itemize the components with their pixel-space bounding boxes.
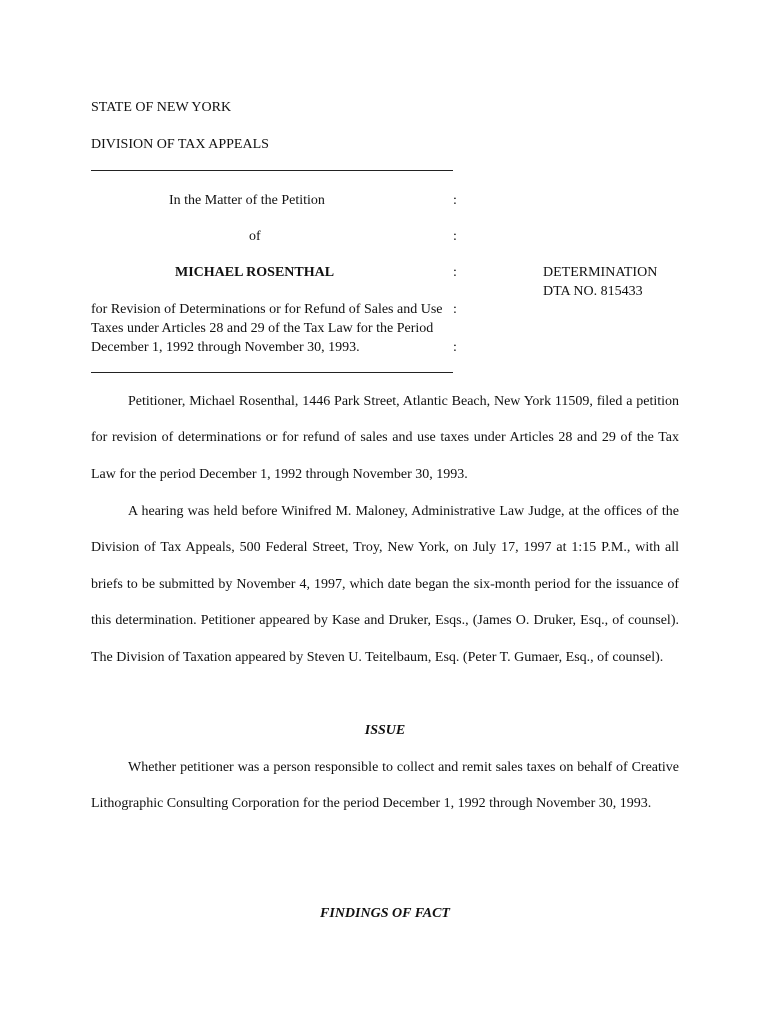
determination-title: DETERMINATION	[543, 265, 658, 280]
caption-top-rule	[91, 170, 453, 171]
dta-number: DTA NO. 815433	[543, 284, 643, 299]
paragraph-text: Whether petitioner was a person responsible to collect and remit sales taxes on behalf of Creative Lithographic Consulting Corporation for the period December 1, 1992 through November 30, 1993.	[91, 760, 679, 812]
caption-colon: :	[453, 229, 457, 244]
revision-text: for Revision of Determinations or for Refund of Sales and Use Taxes under Articles 28 and 29 of the Tax Law for the Period December 1, 1992 through November 30, 1993.	[91, 302, 443, 355]
paragraph-hearing	[91, 494, 679, 676]
paragraph-petition	[91, 384, 679, 493]
state-heading: STATE OF NEW YORK	[91, 100, 232, 115]
division-heading: DIVISION OF TAX APPEALS	[91, 137, 269, 152]
caption-colon: :	[453, 193, 457, 208]
matter-line: In the Matter of the Petition	[169, 193, 325, 208]
caption-colon: :	[453, 265, 457, 280]
petitioner-name: MICHAEL ROSENTHAL	[175, 265, 335, 280]
paragraph-text: Petitioner, Michael Rosenthal, 1446 Park Street, Atlantic Beach, New York 11509, filed a petition for revision of determinations or for refund of sales and use taxes under Articles 28 and 29 of the Tax Law for the period December 1, 1992 through November 30, 1993.	[91, 394, 679, 482]
paragraph-issue	[91, 750, 679, 823]
caption-colon: :	[453, 340, 457, 355]
caption-bottom-rule	[91, 372, 453, 373]
issue-heading: ISSUE	[364, 723, 406, 738]
of-line: of	[249, 229, 261, 244]
caption-colon: :	[453, 302, 457, 317]
findings-heading: FINDINGS OF FACT	[320, 906, 450, 921]
paragraph-text: A hearing was held before Winifred M. Maloney, Administrative Law Judge, at the offices of the Division of Tax Appeals, 500 Federal Street, Troy, New York, on July 17, 1997 at 1:15 P.M., with all briefs to be submitted by November 4, 1997, which date began the six-month period for the issuance of this determination. Petitioner appeared by Kase and Druker, Esqs., (James O. Druker, Esq., of counsel). The Division of Taxation appeared by Steven U. Teitelbaum, Esq. (Peter T. Gumaer, Esq., of counsel).	[91, 504, 679, 665]
